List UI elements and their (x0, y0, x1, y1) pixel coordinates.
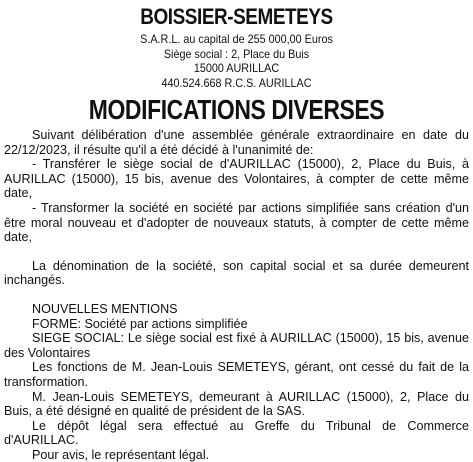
paragraph-transform: - Transformer la société en société par actions simplifiée sans création d'un être moral nouveau et d'adopter de nouveaux statuts, à compter de cette même date, (4, 200, 469, 245)
paragraph-manager-functions: Les fonctions de M. Jean-Louis SEMETEYS, gérant, ont cessé du fait de la transformation. (4, 360, 469, 389)
paragraph-denomination: La dénomination de la société, son capital social et sa durée demeurent inchangés. (4, 258, 469, 288)
company-registration-line: 440.524.668 R.C.S. AURILLAC (161, 75, 312, 90)
company-capital-line: S.A.R.L. au capital de 255 000,00 Euros (140, 32, 333, 46)
paragraph-new-mentions: NOUVELLES MENTIONS (32, 301, 178, 316)
company-name: BOISSIER-SEMETEYS (140, 4, 333, 29)
notice-body (4, 128, 469, 462)
paragraph-registered-office: SIEGE SOCIAL: Le siège social est fixé à AURILLAC (15000), 15 bis, avenue des Volontaires (4, 331, 469, 360)
paragraph-form: FORME: Société par actions simplifiée (32, 316, 248, 331)
paragraph-transfer: - Transférer le siège social de d'AURILLAC (15000), 2, Place du Buis, à AURILLAC (15000), 15 bis, avenue des Volontaires, à compter de cette même date, (4, 157, 469, 201)
paragraph-signature: Pour avis, le représentant légal. (32, 447, 210, 462)
section-title: MODIFICATIONS DIVERSES (88, 94, 385, 125)
company-city-line: 15000 AURILLAC (193, 61, 280, 75)
company-details (4, 32, 469, 90)
paragraph-deliberation: Suivant délibération d'une assemblée générale extraordinaire en date du 22/12/2023, il résulte qu'il a été décidé à l'unanimité de: (4, 128, 469, 157)
company-address-line: Siège social : 2, Place du Buis (163, 46, 310, 61)
spacer (4, 245, 469, 259)
spacer (4, 288, 469, 302)
paragraph-president: M. Jean-Louis SEMETEYS, demeurant à AURILLAC (15000), 2, Place du Buis, a été désigné en qualité de président de la SAS. (4, 389, 469, 419)
paragraph-legal-deposit: Le dépôt légal sera effectué au Greffe du Tribunal de Commerce d'AURILLAC. (4, 418, 469, 448)
